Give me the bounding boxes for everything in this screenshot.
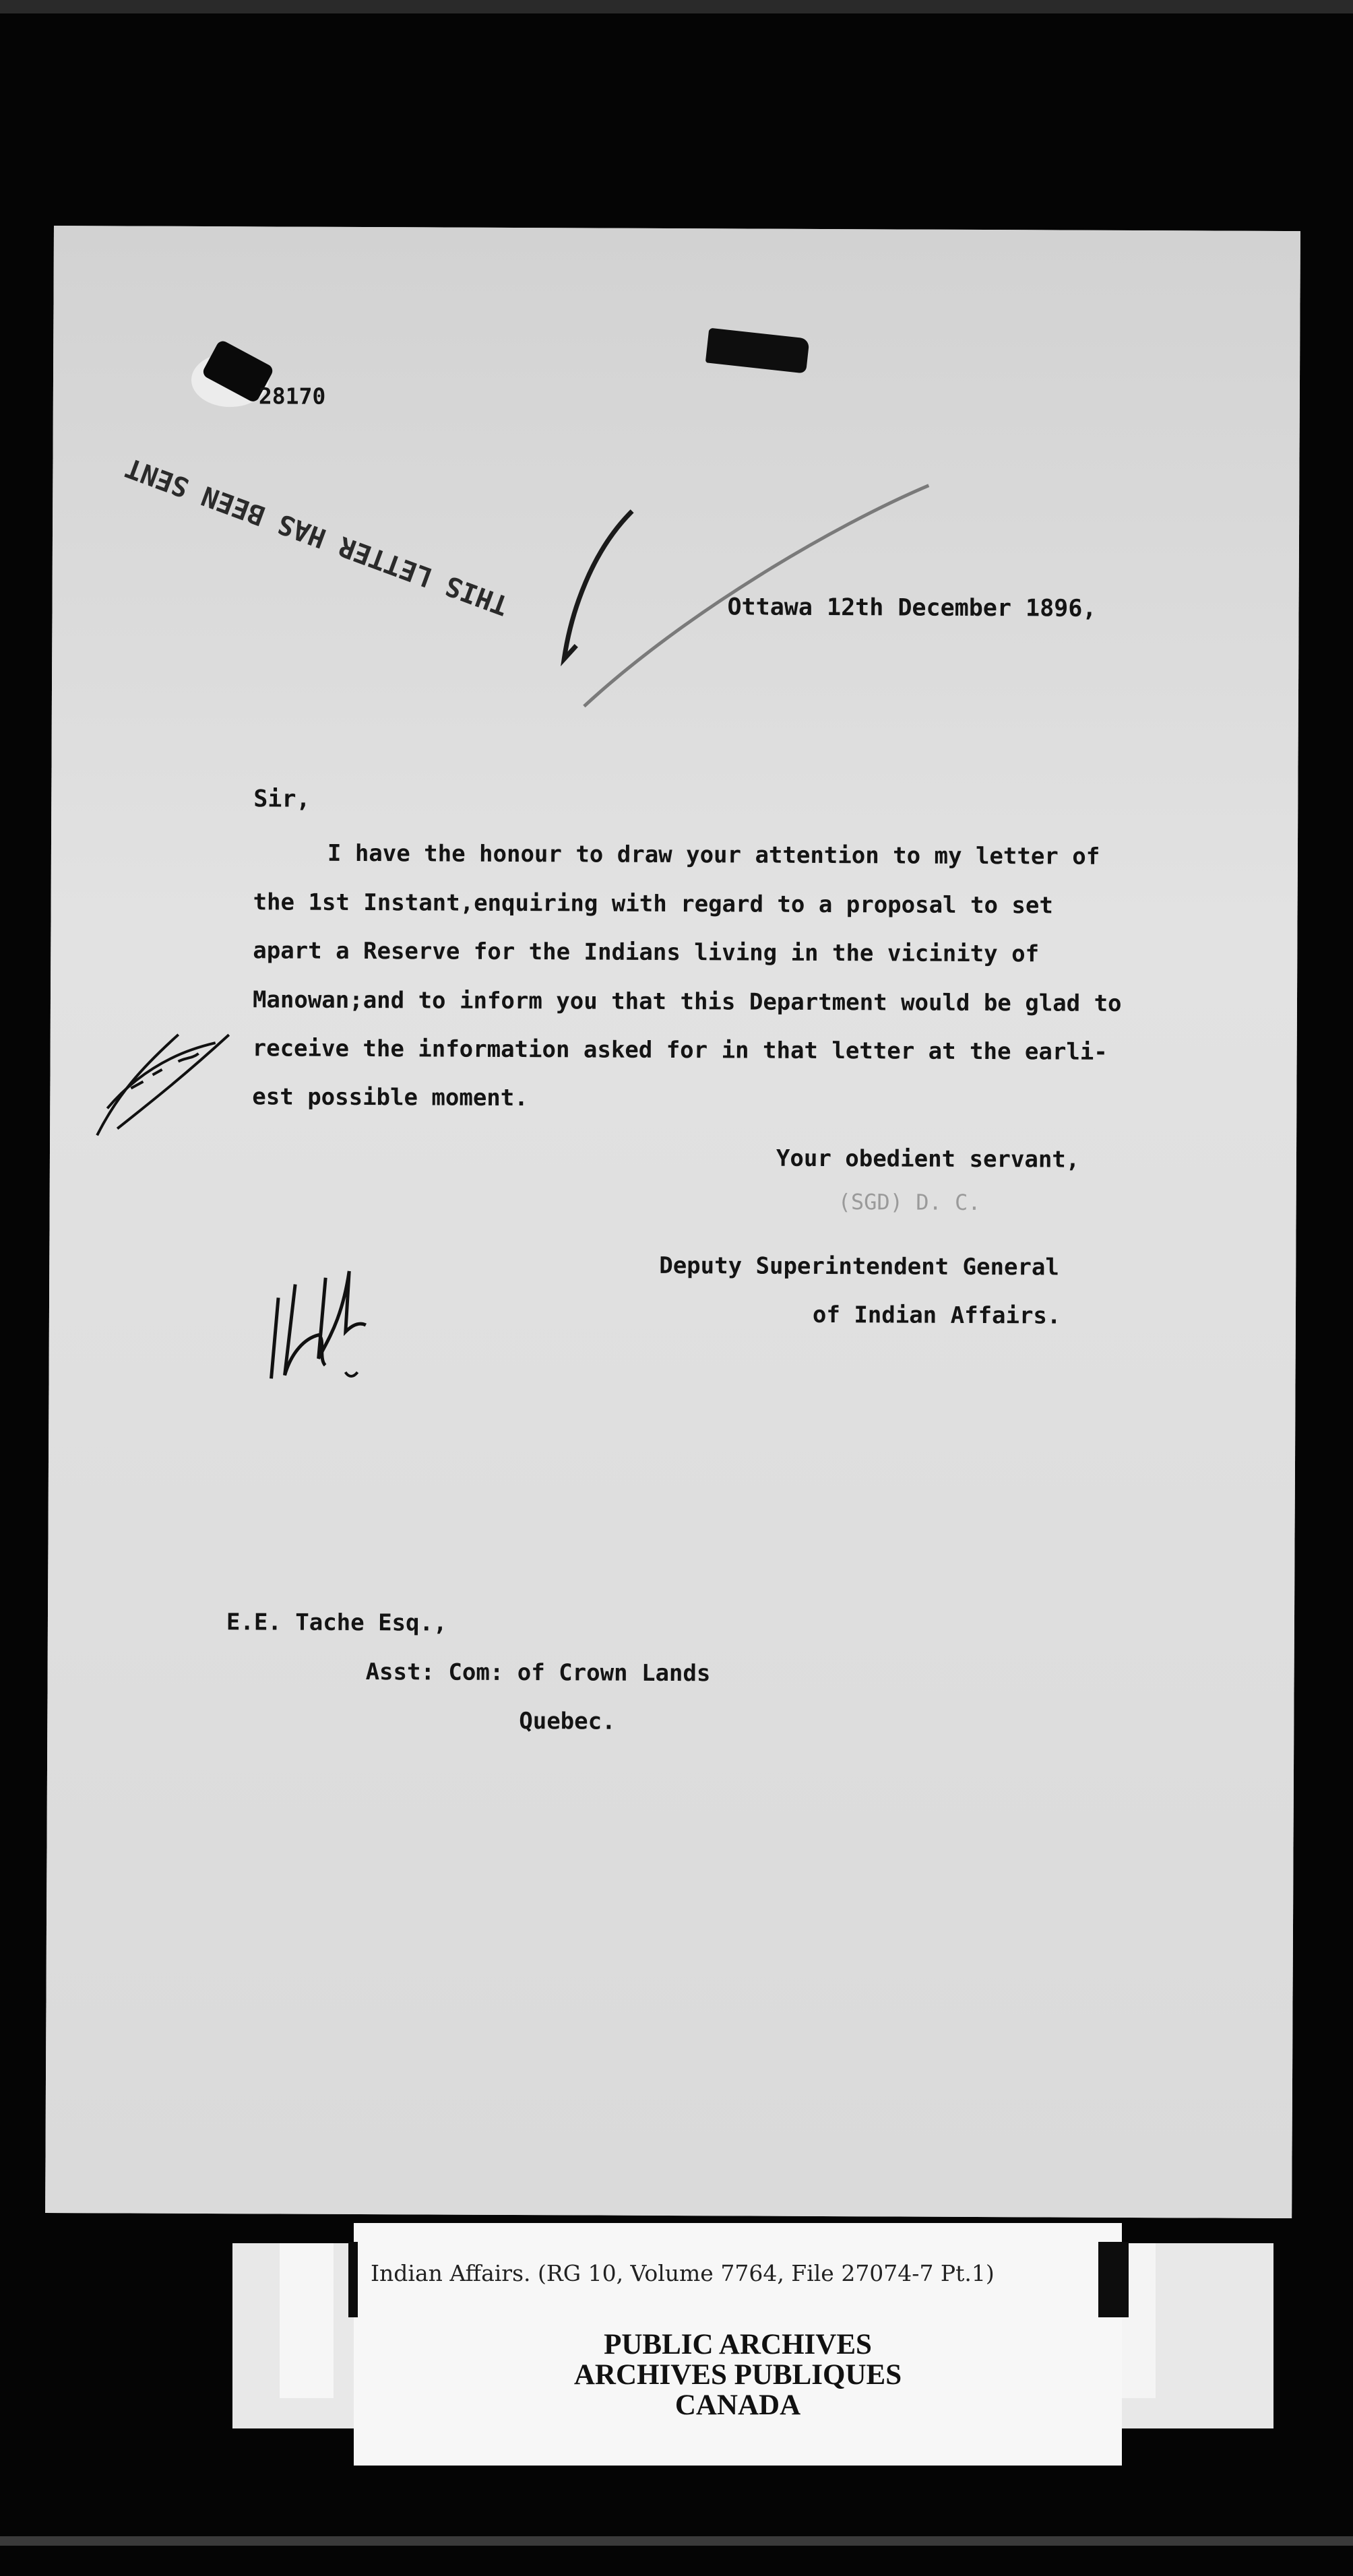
closing: Your obedient servant,	[776, 1145, 1080, 1173]
body-line: I have the honour to draw your attention to my letter of	[327, 839, 1100, 870]
body-line: est possible moment.	[252, 1083, 528, 1112]
addressee-place: Quebec.	[519, 1708, 616, 1735]
margin-annotation	[77, 994, 239, 1149]
archive-country: CANADA	[674, 2389, 801, 2421]
stamp-text: THIS LETTER HAS BEEN SENT	[121, 451, 513, 621]
letter-page	[45, 226, 1300, 2218]
body-line: receive the information asked for in that letter at the earli-	[252, 1035, 1108, 1066]
body-line: apart a Reserve for the Indians living in the vicinity of	[253, 937, 1040, 968]
film-border-bottom	[0, 2536, 1353, 2546]
addressee-name: E.E. Tache Esq.,	[226, 1609, 447, 1637]
body-line: the 1st Instant,enquiring with regard to a proposal to set	[253, 889, 1053, 920]
addressee-title: Asst: Com: of Crown Lands	[365, 1659, 711, 1687]
header-ink-mark	[705, 328, 810, 374]
letter-date: Ottawa 12th December 1896,	[727, 593, 1097, 622]
signatory-department: of Indian Affairs.	[812, 1301, 1061, 1330]
archive-name	[354, 2329, 1122, 2420]
archive-label	[354, 2223, 1122, 2466]
film-border-top	[0, 0, 1353, 13]
file-number: 28170	[258, 383, 326, 410]
archive-name-fr: ARCHIVES PUBLIQUES	[573, 2359, 902, 2391]
archive-name-en: PUBLIC ARCHIVES	[604, 2329, 872, 2360]
signed-mark: (SGD) D. C.	[838, 1189, 981, 1216]
signatory-title: Deputy Superintendent General	[659, 1252, 1059, 1281]
salutation: Sir,	[253, 785, 311, 813]
handwritten-initials	[264, 1257, 400, 1399]
body-line: Manowan;and to inform you that this Department would be glad to	[252, 986, 1122, 1017]
archive-reference: Indian Affairs. (RG 10, Volume 7764, File 27074-7 Pt.1)	[371, 2260, 995, 2286]
